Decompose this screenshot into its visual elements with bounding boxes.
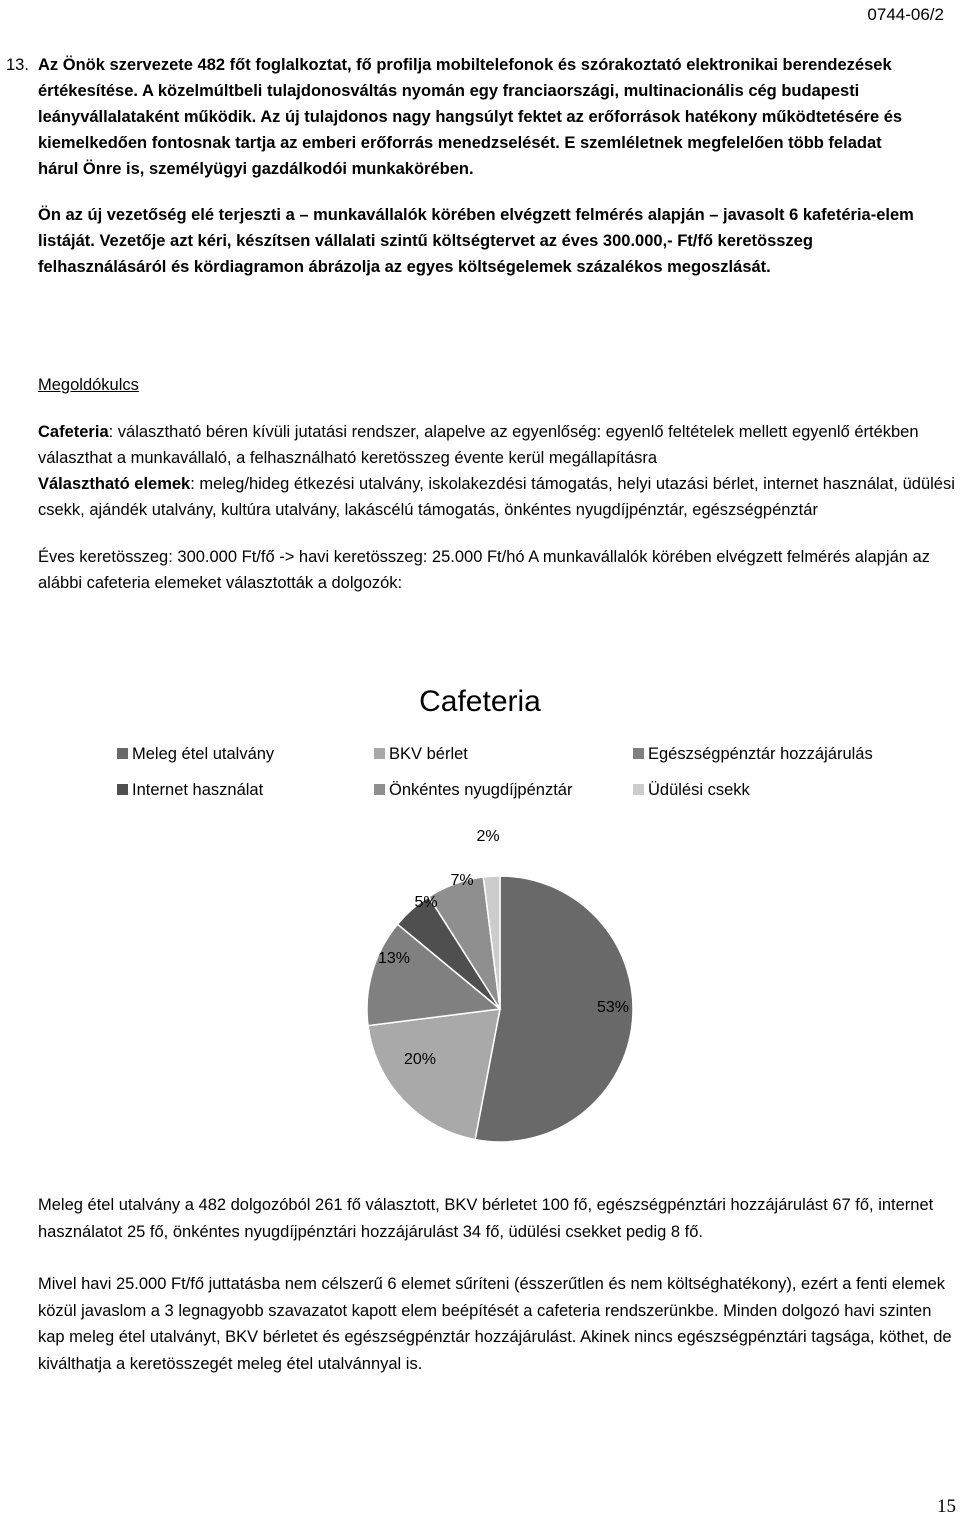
pie-chart [340,820,660,1140]
pie-data-label: 13% [377,950,411,967]
legend-label: Önkéntes nyugdíjpénztár [389,781,573,799]
pie-data-label: 2% [476,828,500,845]
legend-item [117,742,274,766]
conclusion-paragraph-1: Meleg étel utalvány a 482 dolgozóból 261 fő választott, BKV bérletet 100 fő, egészségpénztári hozzájárulást 67 fő, internet használatot 25 fő, önkéntes nyugdíjpénztári hozzájárulást 34 fő, üdülési csekket pedig 8 fő. [38,1196,934,1241]
legend-item [633,742,873,766]
legend-swatch [633,748,644,759]
task-number: 13. [6,56,29,74]
budget-paragraph: Éves keretösszeg: 300.000 Ft/fő -> havi keretösszeg: 25.000 Ft/hó A munkavállalók körében elvégzett felmérés alapján az alábbi cafeteria elemeket választották a dolgozók: [38,548,930,592]
pie-data-label: 7% [450,872,474,889]
legend-swatch [117,784,128,795]
pie-data-label: 20% [403,1051,437,1068]
solution-heading: Megoldókulcs [38,376,139,394]
legend-swatch [374,784,385,795]
conclusion-paragraph-2: Mivel havi 25.000 Ft/fő juttatásba nem célszerű 6 elemet sűríteni (ésszerűtlen és nem költséghatékony), ezért a fenti elemek közül javaslom a 3 legnagyobb szavazatot kapott elem beépítését a cafeteria rendszerünkbe. Minden dolgozó havi szinten kap meleg étel utalványt, BKV bérletet és egészségpénztár hozzájárulást. Akinek nincs egészségpénztári tagsága, köthet, de kiválthatja a keretösszegét meleg étel utalvánnyal is. [38,1275,952,1373]
elements-term: Választható elemek [38,475,191,493]
legend-label: Üdülési csekk [648,781,750,799]
pie-data-label: 5% [414,894,438,911]
legend-label: BKV bérlet [389,745,468,763]
legend-label: Meleg étel utalvány [132,745,275,763]
conclusion-section [38,1192,958,1377]
page-code: 0744-06/2 [867,5,944,24]
legend-swatch [117,748,128,759]
task-paragraph-1: Az Önök szervezete 482 főt foglalkoztat, fő profilja mobiltelefonok és szórakoztató elektronikai berendezések értékesítése. A közelmúltbeli tulajdonosváltás nyomán egy franciaországi, multinacionális cég budapesti leányvállalataként működik. Az új tulajdonos nagy hangsúlyt fektet az erőforrások hatékony működtetésére és kiemelkedően fontosnak tartja az emberi erőforrás menedzselését. E szemléletnek megfelelően több feladat hárul Önre is, személyügyi gazdálkodói munkakörében. [38,56,903,178]
task-body [38,52,926,280]
definition-text: : választható béren kívüli jutatási rendszer, alapelve az egyenlőség: egyenlő feltételek mellett egyenlő értékben választhat a munkavállaló, a felhasználható keretösszeg évente kerül megállapításra [38,423,919,467]
definition-paragraph [38,419,958,523]
legend-item [117,778,263,802]
legend-item [374,778,572,802]
task-paragraph-2: Ön az új vezetőség elé terjeszti a – munkavállalók körében elvégzett felmérés alapján – javasolt 6 kafetéria-elem listáját. Vezetője azt kéri, készítsen vállalati szintű költségtervet az éves 300.000,- Ft/fő keretösszeg felhasználásáról és kördiagramon ábrázolja az egyes költségelemek százalékos megoszlását. [38,206,914,276]
chart-title: Cafeteria [419,685,541,718]
page-number: 15 [937,1496,956,1517]
legend-label: Internet használat [132,781,264,799]
legend-swatch [633,784,644,795]
legend-item [374,742,468,766]
legend-swatch [374,748,385,759]
solution-section [38,372,958,596]
definition-term: Cafeteria [38,423,109,441]
pie-data-label: 53% [596,999,630,1016]
elements-text: : meleg/hideg étkezési utalvány, iskolakezdési támogatás, helyi utazási bérlet, internet használat, üdülési csekk, ajándék utalvány, kultúra utalvány, lakáscélú támogatás, önkéntes nyugdíjpénztár, egészségpénztár [38,475,955,519]
legend-label: Egészségpénztár hozzájárulás [648,745,873,763]
task-section [6,52,926,280]
legend-item [633,778,750,802]
